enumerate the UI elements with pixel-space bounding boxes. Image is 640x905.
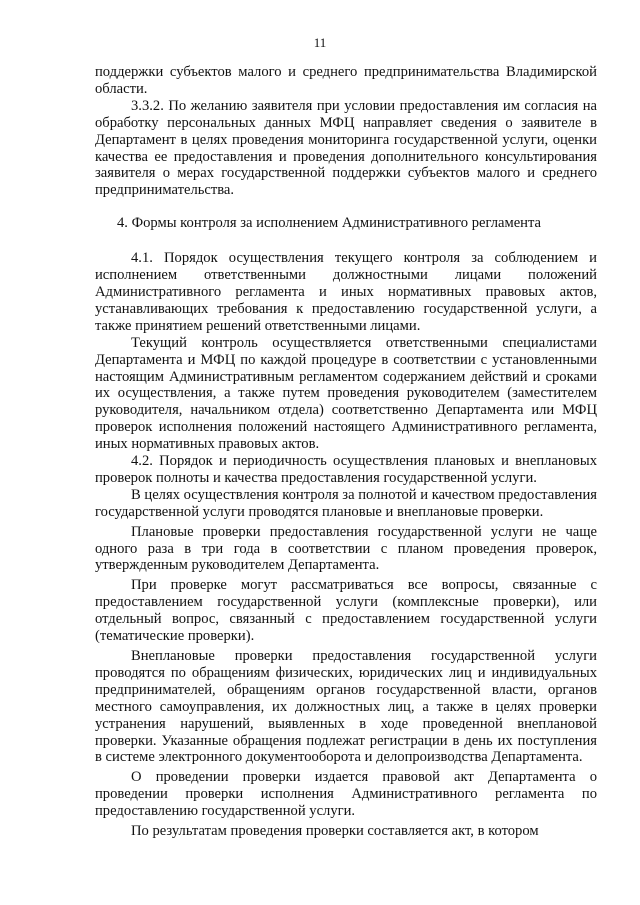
paragraph-inspection-results: По результатам проведения проверки составляется акт, в котором (131, 823, 539, 840)
paragraph-inspection-act: О проведении проверки издается правовой акт Департамента о проведении проверки исполнения Административного регламента по предоставлению государственной услуги. (95, 769, 597, 820)
paragraph-unplanned-inspections: Внеплановые проверки предоставления государственной услуги проводятся по обращениям физических, юридических лиц и индивидуальных предпринимателей, обращениям органов государственной власти, органов местного самоуправления, их должностных лиц, а также в целях проверки устранения нарушений, выявленных в ходе проведенной внеплановой проверки. Указанные обращения подлежат регистрации в день их поступления в системе электронного документооборота и делопроизводства Департамента. (95, 648, 597, 766)
section-heading: 4. Формы контроля за исполнением Административного регламента (117, 215, 542, 232)
paragraph-3-3-2: 3.3.2. По желанию заявителя при условии предоставления им согласия на обработку персональных данных МФЦ направляет сведения о заявителе в Департамент в целях проведения мониторинга государственной услуги, оценки качества ее предоставления и проведения дополнительного консультирования заявителя о мерах государственной поддержки субъектов малого и среднего предпринимательства. (95, 97, 597, 199)
page-number: 11 (313, 35, 327, 50)
paragraph-continuation: поддержки субъектов малого и среднего предпринимательства Владимирской области. (95, 64, 597, 97)
paragraph-inspection-purpose: В целях осуществления контроля за полнотой и качеством предоставления государственной услуги проводятся плановые и внеплановые проверки. (95, 486, 597, 520)
paragraph-4-2: 4.2. Порядок и периодичность осуществления плановых и внеплановых проверок полноты и качества предоставления государственной услуги. (95, 453, 597, 486)
paragraph-inspection-scope: При проверке могут рассматриваться все вопросы, связанные с предоставлением государственной услуги (комплексные проверки), или отдельный вопрос, связанный с предоставлением государственной услуги (тематические проверки). (95, 577, 597, 645)
paragraph-4-1: 4.1. Порядок осуществления текущего контроля за соблюдением и исполнением ответственными должностными лицами положений Административного регламента и иных нормативных правовых актов, устанавливающих требования к предоставлению государственной услуги, а также принятием решений ответственными лицами. (95, 250, 597, 334)
document-body (95, 64, 597, 840)
paragraph-planned-inspections: Плановые проверки предоставления государственной услуги не чаще одного раза в три года в соответствии с планом проведения проверок, утвержденным руководителем Департамента. (95, 523, 597, 574)
paragraph-current-control: Текущий контроль осуществляется ответственными специалистами Департамента и МФЦ по каждой процедуре в соответствии с установленными настоящим Административным регламентом содержанием действий и сроками их осуществления, а также путем проведения руководителем (заместителем руководителя, начальником отдела) соответственно Департамента или МФЦ проверок исполнения положений настоящего Административного регламента, иных нормативных правовых актов. (95, 334, 597, 453)
